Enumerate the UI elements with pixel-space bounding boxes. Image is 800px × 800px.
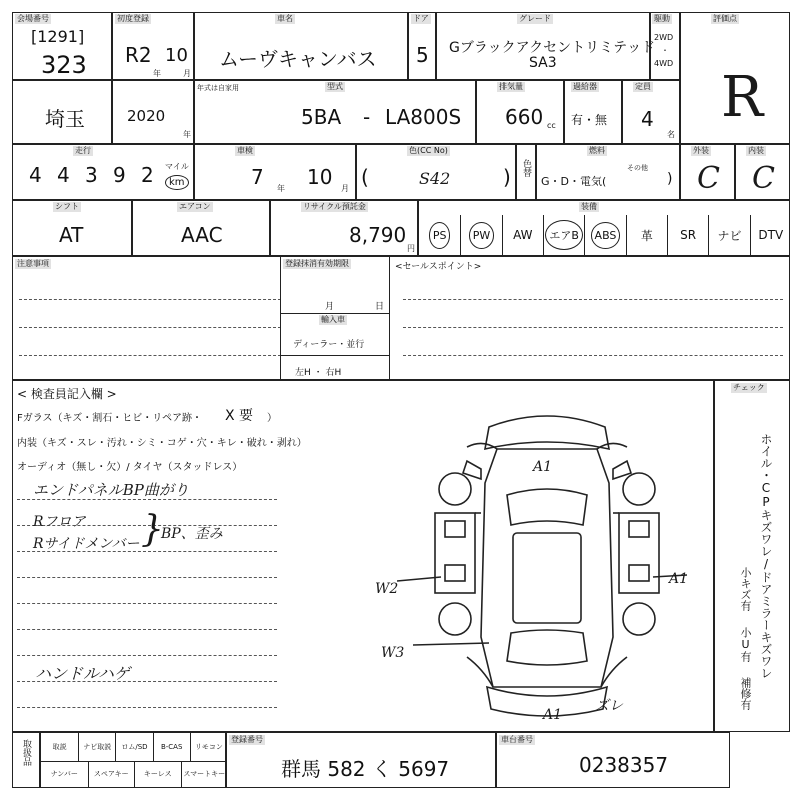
- hyokaten-label: 評価点: [713, 14, 737, 23]
- type-box: [194, 80, 476, 144]
- equipment-item: [750, 215, 791, 255]
- lot-box: [12, 12, 112, 80]
- kaijo-bango-label: 会場番号: [17, 14, 49, 23]
- footer-side-label: 取扱品: [21, 739, 31, 766]
- turbo-box: [564, 80, 622, 144]
- aircon-box: [132, 200, 270, 256]
- equipment-item: [667, 215, 708, 255]
- score-box: [680, 12, 790, 144]
- mileage-digit-2: 4: [57, 163, 70, 187]
- naiso-label: 内装: [748, 146, 764, 155]
- grade-value: Gブラックアクセントリミテッド: [449, 40, 656, 56]
- f-glass-line: Fガラス（キズ・割石・ヒビ・リペア跡・: [17, 413, 203, 424]
- notes-label: 注意事項: [17, 259, 49, 268]
- drive-4wd: 4WD: [654, 59, 674, 68]
- equipment-label: ABS: [591, 222, 621, 249]
- lot-number: 323: [41, 51, 87, 79]
- equipment-item: [419, 215, 460, 255]
- month-unit: 月: [183, 69, 191, 78]
- grade-code: SA3: [529, 55, 557, 71]
- mileage-box: [12, 144, 194, 200]
- fuel-box: [536, 144, 680, 200]
- fuel-value: G・D・電気(: [541, 175, 607, 188]
- drive-2wd: 2WD: [654, 33, 674, 42]
- registration-expiry-box: [280, 256, 390, 380]
- color-paren-close: ): [503, 165, 511, 189]
- footer-items-row-2: [41, 761, 227, 787]
- mark-rear-note: ズレ: [595, 698, 623, 714]
- import-note: 年式は自家用: [197, 84, 239, 92]
- iro-label: 色(CC No): [409, 146, 448, 155]
- equipment-label: PS: [429, 222, 451, 249]
- inspection-year-unit: 年: [277, 184, 285, 193]
- expiry-day-label: 日: [375, 302, 385, 312]
- footer-items-row-1: [41, 733, 227, 762]
- mileage-digit-5: 2: [141, 163, 154, 187]
- mark-right: A1: [669, 571, 689, 587]
- f-glass-mark: X 要: [225, 408, 254, 424]
- kudo-label: 駆動: [654, 14, 670, 23]
- score-value: R: [721, 65, 764, 130]
- check-sidebar: [714, 380, 790, 732]
- grade-label: グレード: [519, 14, 551, 23]
- handwritten-note-3: Rサイドメンバー: [33, 536, 140, 552]
- mileage-digit-4: 9: [113, 163, 126, 187]
- registration-label: 登録番号: [231, 735, 263, 744]
- registration-expiry-label: 登録抹消有効期限: [285, 259, 349, 268]
- aircon-label: エアコン: [179, 202, 211, 211]
- reg-month-value: 10: [165, 45, 188, 66]
- fuel-close: ): [667, 171, 673, 187]
- kakyuki-label: 過給器: [573, 82, 597, 91]
- yen-unit: 円: [407, 244, 415, 253]
- equipment-list: [419, 215, 791, 255]
- equipment-label: エアB: [545, 220, 583, 250]
- drive-box: [650, 12, 680, 80]
- cc-unit: cc: [547, 121, 556, 130]
- recycle-label: リサイクル預託金: [303, 202, 366, 211]
- footer-item: ナンバー: [50, 770, 78, 778]
- handwritten-note-5: ハンドルハゲ: [35, 664, 130, 683]
- mileage-digit-1: 4: [29, 163, 42, 187]
- equipment-item: [626, 215, 667, 255]
- mileage-unit-km: km: [165, 175, 189, 190]
- notes-box: [12, 256, 790, 380]
- mark-left: W2: [375, 581, 399, 597]
- footer-item: リモコン: [190, 733, 227, 761]
- footer-item: 取説: [52, 743, 67, 751]
- model-name-box: [194, 12, 408, 80]
- equipment-item: [543, 215, 584, 255]
- footer-item: ナビ取説: [78, 733, 115, 761]
- color-change-box: [516, 144, 536, 200]
- model-year: 2020: [127, 107, 166, 125]
- chassis-number: 0238357: [579, 753, 669, 777]
- footer-item: キーレス: [134, 761, 181, 787]
- equipment-label: SR: [680, 228, 697, 242]
- type-code: LA800S: [385, 105, 462, 129]
- prefecture-box: [12, 80, 112, 144]
- chassis-label: 車台番号: [501, 735, 533, 744]
- aircon: AAC: [181, 223, 223, 247]
- color-paren-open: (: [361, 165, 369, 189]
- equipment-item: [460, 215, 501, 255]
- inspector-title: < 検査員記入欄 >: [17, 387, 117, 401]
- capacity-box: [622, 80, 680, 144]
- mileage-digit-3: 3: [85, 163, 98, 187]
- inspection-month: 10: [307, 165, 333, 189]
- footer-item: スマートキー: [181, 761, 228, 787]
- expiry-month-label: 月: [325, 302, 335, 312]
- footer-item: スペアキー: [88, 761, 135, 787]
- interior-grade: C: [752, 161, 775, 196]
- mark-rear: A1: [543, 707, 563, 723]
- equipment-item: [502, 215, 543, 255]
- equipment-item: [708, 215, 749, 255]
- check-small-text: 小キズ有: [739, 567, 752, 611]
- interior-grade-box: [735, 144, 790, 200]
- recycle-box: [270, 200, 418, 256]
- footer-items-box: [40, 732, 226, 788]
- color-code: S42: [419, 169, 451, 188]
- equipment-label: PW: [469, 222, 495, 249]
- lot-bracket: [1291]: [31, 27, 85, 46]
- f-glass-close: ）: [267, 413, 277, 424]
- type-prefix: 5BA: [301, 105, 342, 129]
- equipment-item: [584, 215, 625, 255]
- exterior-grade-box: [680, 144, 735, 200]
- transmission-box: [12, 200, 132, 256]
- mark-front: A1: [533, 459, 553, 475]
- equipment-label: 革: [640, 228, 653, 243]
- inspection-box: [194, 144, 356, 200]
- chassis-box: [496, 732, 730, 788]
- check-repair: 補修有: [739, 677, 752, 710]
- soko-label: 走行: [75, 146, 91, 155]
- check-small-text-2: 小U有: [739, 627, 752, 662]
- audio-tire-line: オーディオ（無し・欠）/ タイヤ（スタッドレス）: [17, 462, 243, 473]
- capacity: 4: [641, 107, 654, 131]
- handwritten-note-1: エンドパネルBP曲がり: [33, 481, 189, 499]
- model-year-unit: 年: [183, 130, 191, 139]
- car-diagram: [397, 387, 697, 727]
- shodo-toroku-label: 初度登録: [117, 14, 149, 23]
- fuel-other-label: その他: [627, 164, 648, 172]
- equipment-label: ナビ: [717, 228, 742, 243]
- nenryo-label: 燃料: [589, 146, 605, 155]
- footer-side-box: [12, 732, 40, 788]
- soubi-label: 装備: [581, 202, 597, 211]
- handwritten-brace: }: [141, 509, 164, 550]
- inspection-month-unit: 月: [341, 184, 349, 193]
- check-label: チェック: [733, 383, 765, 392]
- check-text: ホイル・CPキズワレ/ドアミラーキズワレ: [759, 433, 773, 679]
- year-unit: 年: [153, 69, 161, 78]
- equipment-box: [418, 200, 790, 256]
- shamei-label: 車名: [277, 14, 293, 23]
- drive-dot: ・: [661, 46, 669, 55]
- inspection-year: 7: [251, 165, 264, 189]
- sales-point-label: <セールスポイント>: [395, 262, 482, 272]
- footer-item: ロム/SD: [115, 733, 152, 761]
- mileage-unit-mile: マイル: [165, 162, 189, 171]
- mark-rear-left: W3: [381, 645, 405, 661]
- color-change-label: 色替: [521, 159, 531, 177]
- steering: 左H ・ 右H: [295, 368, 342, 378]
- turbo-value: 有・無: [571, 113, 608, 127]
- import-label: 輸入車: [321, 315, 345, 324]
- haiki-label: 排気量: [499, 82, 523, 91]
- shaken-label: 車検: [237, 146, 253, 155]
- doors-value: 5: [416, 43, 429, 67]
- color-box: [356, 144, 516, 200]
- model-name: ムーヴキャンバス: [219, 47, 377, 71]
- registration-box: [226, 732, 496, 788]
- registration-number: 群馬 582 く 5697: [281, 757, 450, 781]
- model-year-box: [112, 80, 194, 144]
- doa-label: ドア: [413, 14, 429, 23]
- doors-box: [408, 12, 436, 80]
- capacity-unit: 名: [667, 130, 675, 139]
- kata-shiki-label: 型式: [327, 82, 343, 91]
- interior-line: 内装（キズ・スレ・汚れ・シミ・コゲ・穴・キレ・破れ・剥れ）: [17, 438, 307, 449]
- transmission: AT: [59, 223, 84, 247]
- teiin-label: 定員: [635, 82, 651, 91]
- type-sep: -: [363, 105, 371, 129]
- handwritten-note-2: Rフロア: [33, 514, 86, 530]
- exterior-grade: C: [697, 161, 720, 196]
- displacement: 660: [505, 105, 544, 129]
- grade-box: [436, 12, 656, 80]
- footer-item: B-CAS: [153, 733, 190, 761]
- equipment-label: AW: [513, 228, 533, 242]
- inspector-box: [12, 380, 714, 732]
- prefecture: 埼玉: [45, 107, 85, 131]
- first-registration-box: [112, 12, 194, 80]
- equipment-label: DTV: [758, 228, 784, 242]
- shift-label: シフト: [55, 202, 79, 211]
- handwritten-note-4: BP、歪み: [161, 526, 223, 542]
- recycle-fee: 8,790: [349, 223, 407, 247]
- era-value: R2: [125, 43, 152, 67]
- gaiso-label: 外装: [693, 146, 709, 155]
- dealer-parallel: ディーラー・並行: [293, 340, 365, 350]
- displacement-box: [476, 80, 564, 144]
